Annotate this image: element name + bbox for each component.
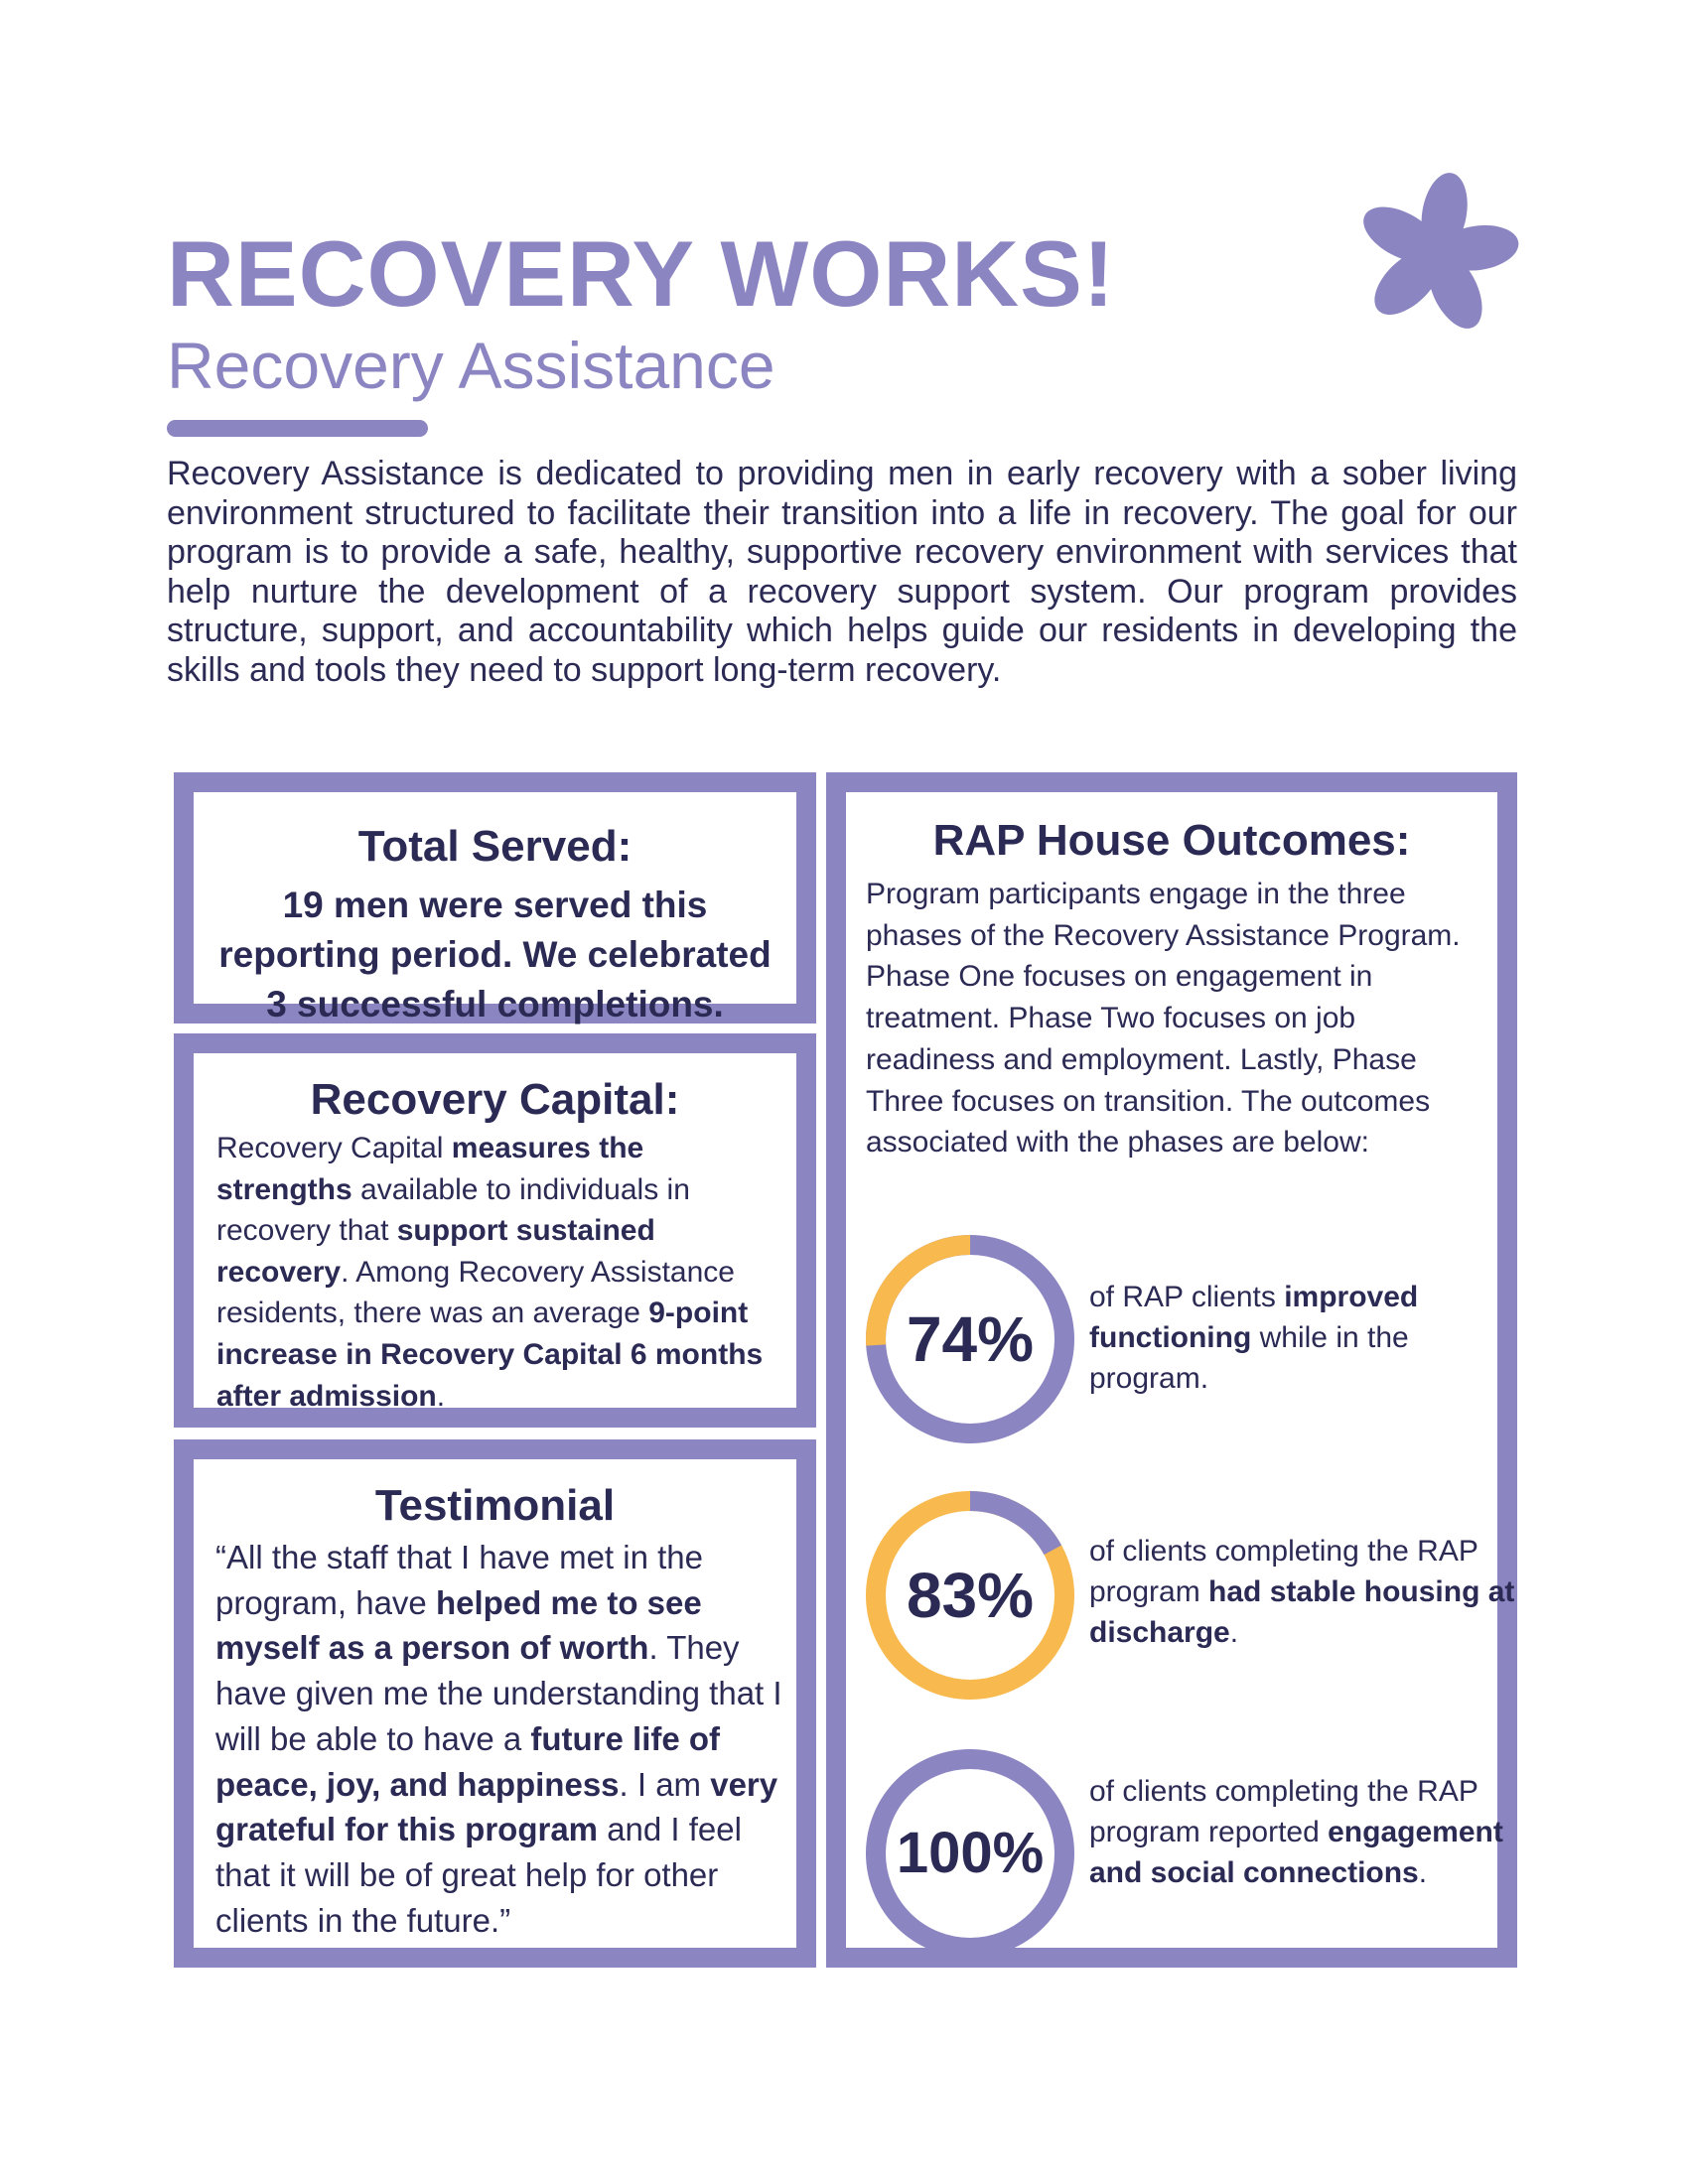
page-title: RECOVERY WORKS! [167,221,1116,326]
outcome-stat-housing [846,1491,1537,1709]
title-underline [167,420,428,437]
text-span: . I am [619,1765,711,1803]
outcome-description [1089,1771,1516,1893]
recovery-capital-box [174,1033,816,1428]
text-span: . [1418,1856,1428,1889]
bold-span: measures the strengths [216,1132,644,1206]
outcome-stat-functioning [846,1235,1537,1453]
donut-percent-label: 74% [906,1303,1035,1375]
bold-span: had stable housing at discharge [1089,1575,1515,1649]
bold-span: 9-point increase in Recovery Capital 6 months after admission [216,1297,764,1413]
bold-span: very grateful for this program [215,1765,778,1848]
text-span: of clients completing the RAP program [1089,1535,1478,1608]
testimonial-box [174,1439,816,1968]
text-span: . Among Recovery Assistance residents, there was an average [216,1255,735,1330]
text-span: . [1229,1616,1239,1649]
intro-paragraph: Recovery Assistance is dedicated to providing men in early recovery with a sober living environment structured to facilitate their transition into a life in recovery. The goal for our program is to provide a safe, healthy, supportive recovery environment with services that help nurture the development of a recovery support system. Our program provides structure, support, and accountability which helps guide our residents in developing the skills and tools they need to support long-term recovery. [167,455,1517,689]
text-span: while in the program. [1089,1321,1409,1395]
testimonial-text [215,1535,786,1943]
bold-span: support sustained recovery [216,1214,655,1289]
text-span: of clients completing the RAP program reported [1089,1775,1478,1848]
text-span: “All the staff that I have met in the program, have [215,1539,703,1621]
recovery-capital-title: Recovery Capital: [310,1075,680,1124]
total-served-title: Total Served: [357,822,633,871]
text-span: Recovery Capital [216,1132,452,1164]
text-span: . They have given me the understanding that I will be able to have a [215,1629,782,1757]
bold-span: future life of peace, joy, and happiness [215,1719,721,1803]
text-span: of RAP clients [1089,1281,1285,1313]
donut-percent-label: 83% [906,1560,1035,1631]
outcome-description [1089,1277,1516,1399]
text-span: available to individuals in recovery that [216,1172,690,1248]
text-span: . [436,1379,446,1413]
outcome-stat-engagement [846,1749,1537,1968]
bold-span: engagement and social connections [1089,1816,1503,1889]
outcomes-box [826,772,1517,1968]
outcomes-title: RAP House Outcomes: [932,816,1411,865]
testimonial-title: Testimonial [374,1481,616,1530]
outcomes-intro: Program participants engage in the three phases of the Recovery Assistance Program. Phase One focuses on engagement in treatment. Phase Two focuses on job readiness and employment. Lastly, Phase Three focuses on transition. The outcomes associated with the phases are below: [866,878,1461,1160]
recovery-capital-text [216,1128,782,1417]
total-served-box [174,772,816,1024]
total-served-text: 19 men were served this reporting period. We celebrated 3 successful completions. [218,885,772,1024]
text-span: and I feel that it will be of great help for other clients in the future.” [215,1811,742,1939]
donut-percent-label: 100% [896,1821,1045,1885]
outcome-description [1089,1531,1516,1653]
page-subtitle: Recovery Assistance [167,329,775,402]
bold-span: improved functioning [1089,1281,1419,1354]
flower-icon [1355,167,1519,341]
bold-span: helped me to see myself as a person of worth [215,1583,702,1667]
